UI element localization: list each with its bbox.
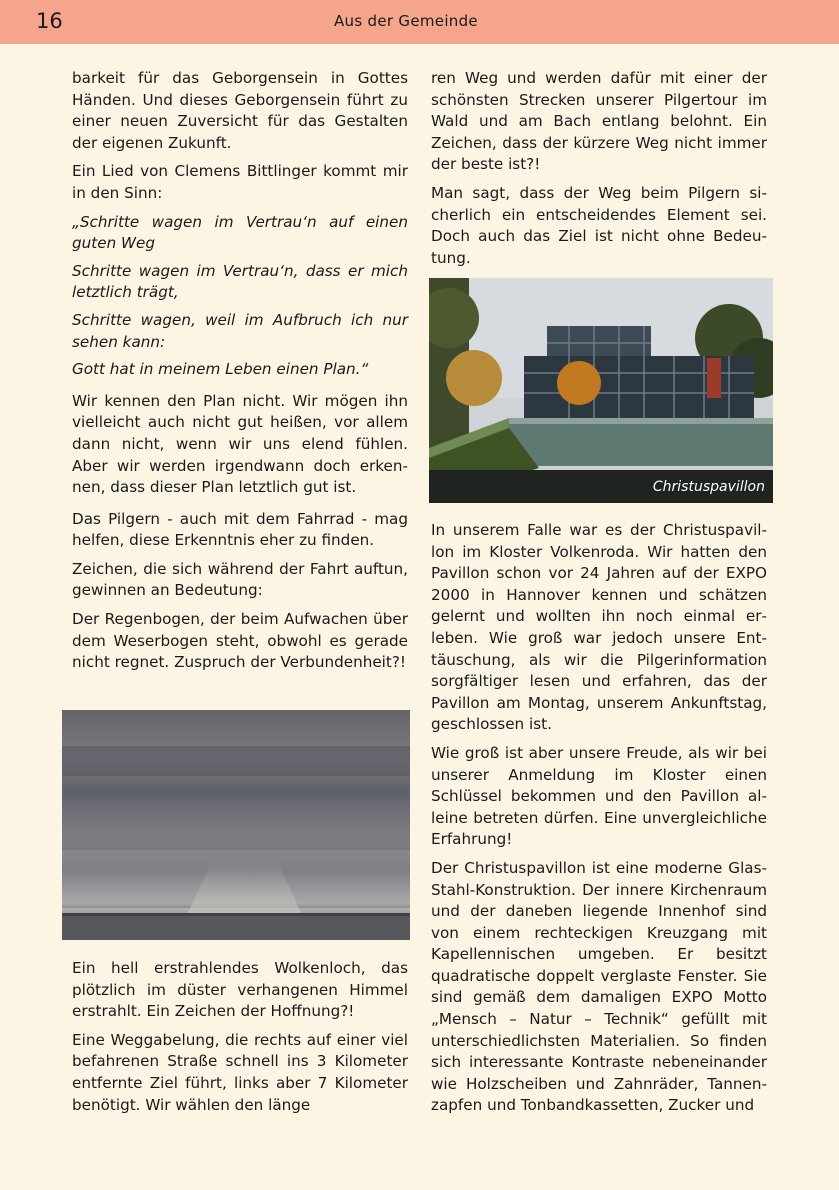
- pavilion-illustration: [429, 278, 773, 503]
- paragraph: Das Pilgern - auch mit dem Fahrrad - mag helfen, diese Erkenntnis eher zu finden.: [72, 509, 408, 550]
- pavilion-photo: [429, 278, 773, 503]
- paragraph: barkeit für das Geborgensein in Gottes Händen. Und dieses Geborgensein führt zu einer neuen Zuversicht für das Gestalten der eigenen Zukunft.: [72, 69, 408, 152]
- paragraph: Der Christuspavillon ist eine moderne Glas-Stahl-Konstruktion. Der innere Kirchenraum und der daneben liegende Innenhof sind von einem rechteckigen Kreuzgang mit Kapellennischen umgeben. Er besitzt quadratische doppelt verglaste Fenster. Sie sind gemäß dem damaligen EXPO Motto „Mensch – Natur – Technik“ gefüllt mit unterschiedlichsten Materialien. So finden sich interessante Kontraste nebeneinander wie Holzscheiben und Zahnräder, Tannenzapfen und Tonbandkassetten, Zucker und: [431, 858, 767, 1115]
- song-quote-line: Schritte wagen im Vertrau‘n, dass er mich letztlich trägt,: [72, 261, 408, 302]
- cloud-sky-photo: [62, 710, 410, 940]
- song-quote-line: „Schritte wagen im Vertrau‘n auf einen guten Weg: [72, 212, 408, 253]
- song-quote-line: Gott hat in meinem Leben einen Plan.“: [72, 360, 369, 379]
- song-quote-line: Schritte wagen, weil im Aufbruch ich nur sehen kann:: [72, 310, 408, 351]
- right-column-continued: [431, 520, 767, 1124]
- page-header: [0, 0, 839, 44]
- page-number: 16: [36, 9, 63, 33]
- paragraph: Ein hell erstrahlendes Wolkenloch, das plötzlich im düster verhangenen Himmel erstrahlt. Ein Zeichen der Hoffnung?!: [72, 959, 408, 1021]
- paragraph: Zeichen, die sich während der Fahrt auftun, gewinnen an Bedeutung:: [72, 559, 408, 600]
- paragraph: Man sagt, dass der Weg beim Pilgern sicherlich ein entscheidendes Element sei. Doch auch das Ziel ist nicht ohne Bedeutung.: [431, 183, 767, 267]
- right-column: [431, 68, 767, 276]
- left-column: [72, 68, 408, 681]
- left-column-continued: [72, 958, 408, 1123]
- paragraph: Eine Weggabelung, die rechts auf einer viel befahrenen Straße schnell ins 3 Kilometer entfernte Ziel führt, links aber 7 Kilometer benötigt. Wir wählen den länge: [72, 1030, 408, 1114]
- paragraph: Wir kennen den Plan nicht. Wir mögen ihn vielleicht auch nicht gut heißen, vor allem dann nicht, wenn wir uns elend fühlen. Aber wir werden irgendwann doch erkennen, dass dieser Plan letztlich gut ist.: [72, 391, 408, 497]
- paragraph: Der Regenbogen, der beim Aufwachen über dem Weserbogen steht, obwohl es gerade nicht regnet. Zuspruch der Verbundenheit?!: [72, 610, 408, 672]
- paragraph: In unserem Falle war es der Christuspavillon im Kloster Volkenroda. Wir hatten den Pavillon schon vor 24 Jahren auf der EXPO 2000 in Hannover kennen und schätzen gelernt und wollten ihn noch einmal erleben. Wie groß war jedoch unsere Enttäuschung, als wir die Pilgerinformation sorgfältiger lesen und erfahren, das der Pavillon am Montag, unserem Ankunftstag, geschlossen ist.: [431, 521, 767, 734]
- cloud-sky-illustration: [62, 710, 410, 940]
- section-title: Aus der Gemeinde: [334, 12, 478, 30]
- paragraph: Wie groß ist aber unsere Freude, als wir bei unserer Anmeldung im Kloster einen Schlüssel bekommen und den Pavillon alleine betreten dürfen. Eine unvergleichliche Erfahrung!: [431, 743, 767, 849]
- paragraph: Ein Lied von Clemens Bittlinger kommt mir in den Sinn:: [72, 162, 408, 202]
- photo-caption: Christuspavillon: [652, 479, 765, 495]
- paragraph: ren Weg und werden dafür mit einer der schönsten Strecken unserer Pilgertour im Wald und am Bach entlang belohnt. Ein Zeichen, dass der kürzere Weg nicht immer der beste ist?!: [431, 69, 767, 174]
